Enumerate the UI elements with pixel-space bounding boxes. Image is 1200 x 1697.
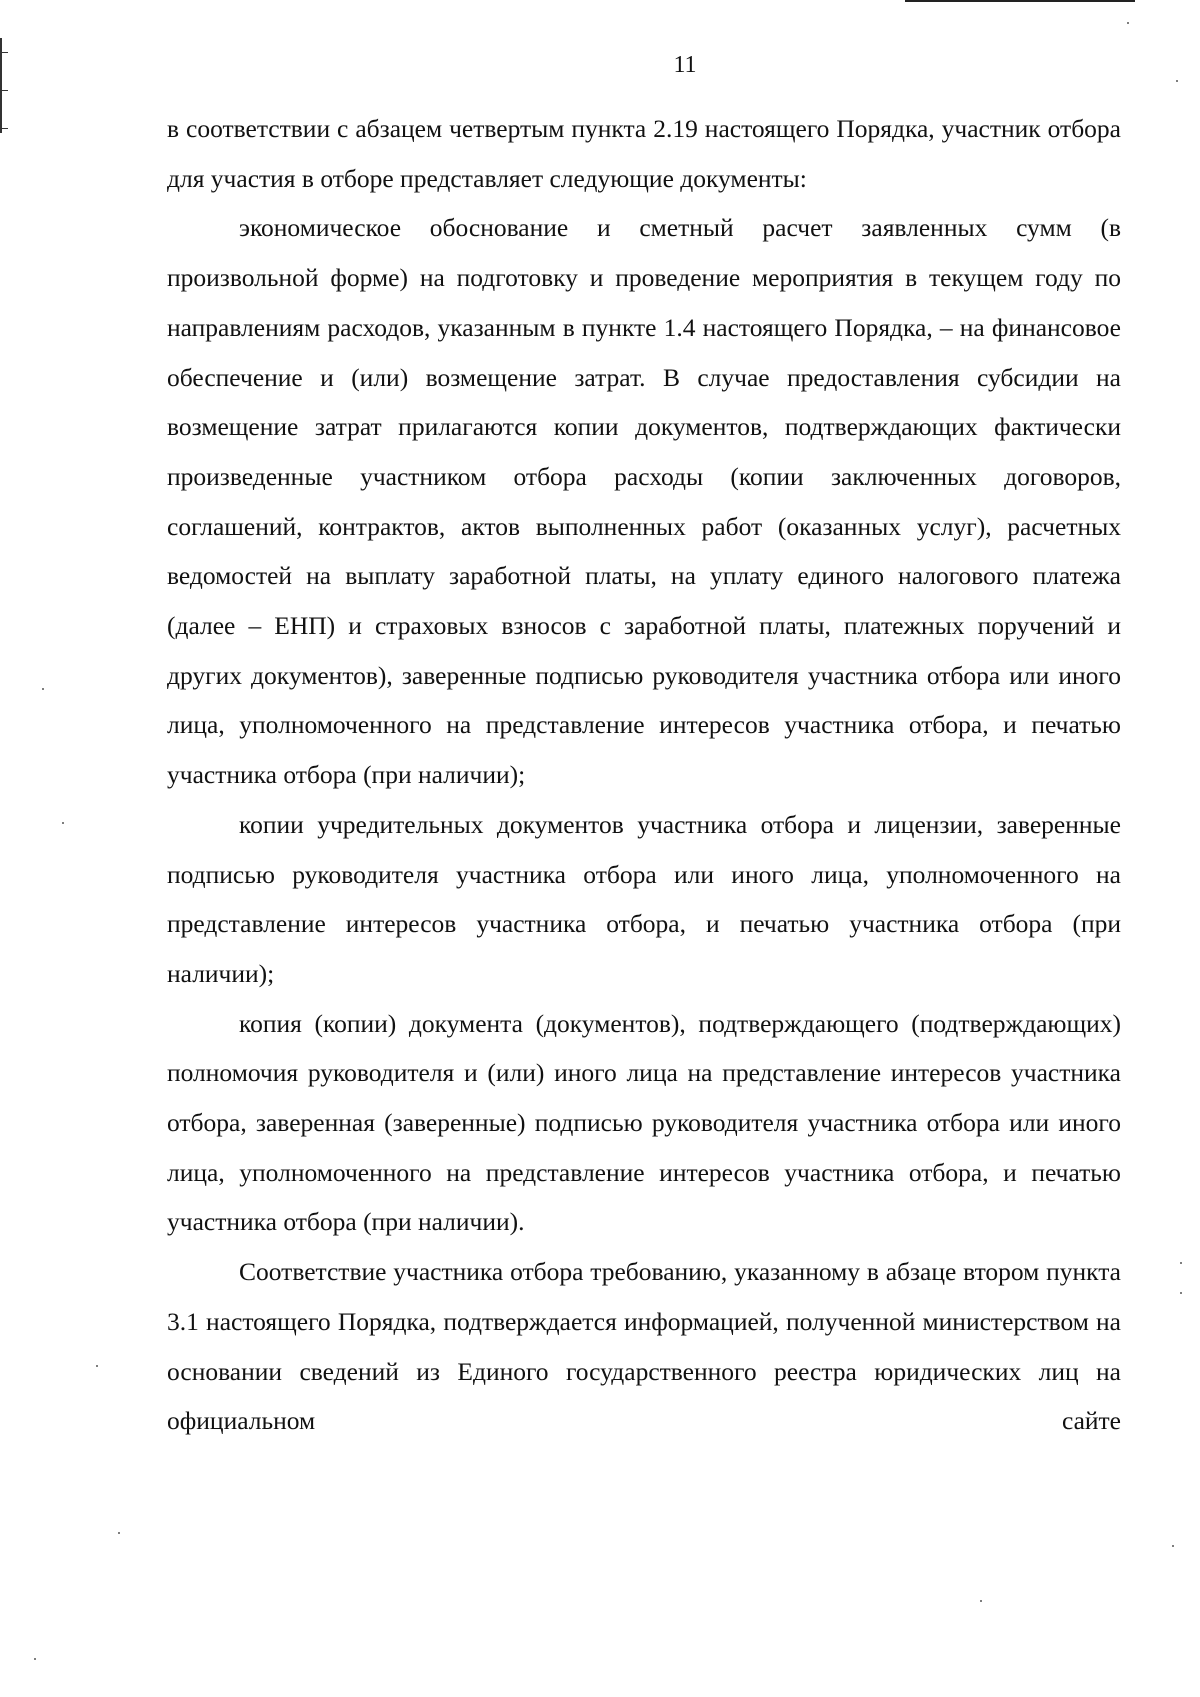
scan-speck [980, 1600, 982, 1602]
scan-speck [1172, 1545, 1174, 1547]
left-edge-tick [0, 128, 8, 129]
left-edge-tick [0, 90, 8, 91]
paragraph-founding-documents: копии учредительных документов участника отбора и лицензии, заверенные подписью руководителя участника отбора или иного лица, уполномоченного на представление интересов участника отбора, и печатью участника отбора (при наличии); [167, 809, 1121, 988]
scan-speck [1176, 80, 1178, 82]
scan-speck [118, 1532, 120, 1534]
paragraph-authority-documents: копия (копии) документа (документов), подтверждающего (подтверждающих) полномочия руководителя и (или) иного лица на представление интересов участника отбора, заверенная (заверенные) подписью руководителя участника отбора или иного лица, уполномоченного на представление интересов участника отбора, и печатью участника отбора (при наличии). [167, 1008, 1121, 1237]
scan-speck [96, 1365, 98, 1367]
scan-speck [62, 822, 64, 824]
scan-speck [1180, 1292, 1182, 1294]
scan-speck [42, 688, 44, 690]
scan-speck [34, 1658, 36, 1660]
paragraph-compliance: Соответствие участника отбора требованию, указанному в абзаце втором пункта 3.1 настоящего Порядка, подтверждается информацией, полученной министерством на основании сведений из Единого государственного реестра юридических лиц на официальном сайте [167, 1257, 1121, 1436]
document-body [167, 104, 1121, 1446]
scan-speck [1127, 22, 1129, 24]
page-number: 11 [673, 52, 697, 78]
paragraph-economic-justification: экономическое обоснование и сметный расчет заявленных сумм (в произвольной форме) на подготовку и проведение мероприятия в текущем году по направлениям расходов, указанным в пункте 1.4 настоящего Порядка, – на финансовое обеспечение и (или) возмещение затрат. В случае предоставления субсидии на возмещение затрат прилагаются копии документов, подтверждающих фактически произведенные участником отбора расходы (копии заключенных договоров, соглашений, контрактов, актов выполненных работ (оказанных услуг), расчетных ведомостей на выплату заработной платы, на уплату единого налогового платежа (далее – ЕНП) и страховых взносов с заработной платы, платежных поручений и других документов), заверенные подписью руководителя участника отбора или иного лица, уполномоченного на представление интересов участника отбора, и печатью участника отбора (при наличии); [167, 213, 1121, 790]
scan-speck [1180, 1262, 1182, 1264]
paragraph-continuation: в соответствии с абзацем четвертым пункта 2.19 настоящего Порядка, участник отбора для участия в отборе представляет следующие документы: [167, 114, 1121, 193]
top-edge-rule [905, 0, 1135, 2]
